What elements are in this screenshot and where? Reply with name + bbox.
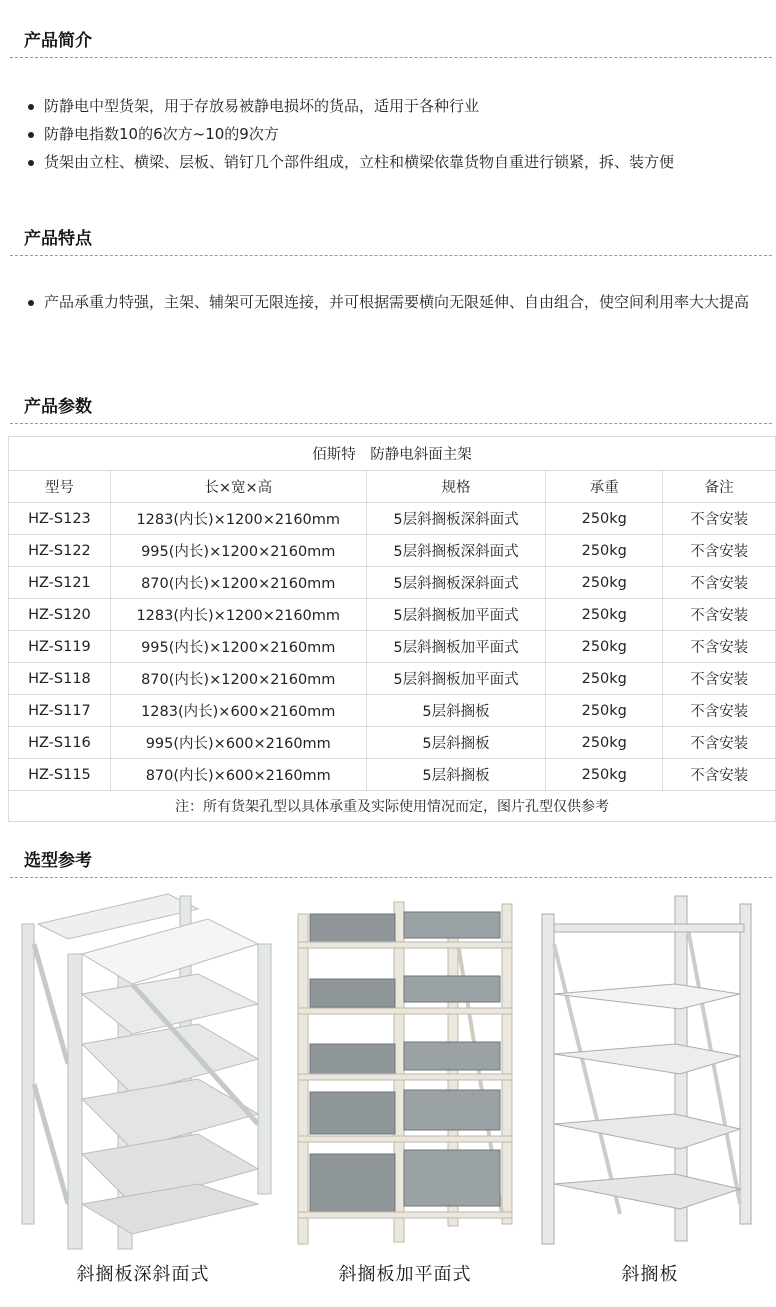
table-row — [9, 535, 776, 567]
cell-spec: 5层斜搁板加平面式 — [366, 631, 546, 663]
cell-spec: 5层斜搁板 — [366, 759, 546, 791]
table-row — [9, 759, 776, 791]
cell-spec: 5层斜搁板深斜面式 — [366, 503, 546, 535]
table-row — [9, 567, 776, 599]
product-caption: 斜搁板深斜面式 — [76, 1264, 210, 1285]
col-header-spec: 规格 — [366, 471, 546, 503]
cell-remark: 不含安装 — [663, 663, 776, 695]
cell-model: HZ-S116 — [9, 727, 111, 759]
col-header-size: 长×宽×高 — [110, 471, 366, 503]
cell-model: HZ-S122 — [9, 535, 111, 567]
product-card — [8, 884, 278, 1307]
section-title-intro: 产品简介 — [10, 26, 772, 58]
cell-size: 870(内长)×1200×2160mm — [110, 567, 366, 599]
rack-slant-shelves-image — [530, 884, 770, 1254]
cell-remark: 不含安装 — [663, 631, 776, 663]
cell-size: 1283(内长)×1200×2160mm — [110, 503, 366, 535]
product-card — [530, 884, 770, 1307]
cell-spec: 5层斜搁板加平面式 — [366, 599, 546, 631]
cell-size: 995(内长)×1200×2160mm — [110, 535, 366, 567]
cell-model: HZ-S121 — [9, 567, 111, 599]
cell-spec: 5层斜搁板 — [366, 695, 546, 727]
cell-model: HZ-S123 — [9, 503, 111, 535]
list-item: 货架由立柱、横梁、层板、销钉几个部件组成，立柱和横梁依靠货物自重进行锁紧，拆、装方便 — [24, 148, 768, 176]
cell-model: HZ-S119 — [9, 631, 111, 663]
cell-size: 870(内长)×600×2160mm — [110, 759, 366, 791]
intro-list — [24, 92, 768, 176]
params-table — [8, 436, 776, 822]
cell-model: HZ-S118 — [9, 663, 111, 695]
section-title-params: 产品参数 — [10, 392, 772, 424]
cell-load: 250kg — [546, 759, 663, 791]
cell-size: 995(内长)×600×2160mm — [110, 727, 366, 759]
table-note: 注：所有货架孔型以具体承重及实际使用情况而定，图片孔型仅供参考 — [9, 791, 776, 822]
cell-load: 250kg — [546, 503, 663, 535]
cell-load: 250kg — [546, 535, 663, 567]
product-card — [290, 884, 520, 1307]
table-caption: 佰斯特 防静电斜面主架 — [9, 437, 776, 471]
cell-remark: 不含安装 — [663, 759, 776, 791]
cell-size: 995(内长)×1200×2160mm — [110, 631, 366, 663]
cell-spec: 5层斜搁板深斜面式 — [366, 567, 546, 599]
product-caption: 斜搁板加平面式 — [338, 1264, 472, 1285]
col-header-remark: 备注 — [663, 471, 776, 503]
table-row — [9, 503, 776, 535]
table-row — [9, 663, 776, 695]
features-list — [24, 288, 768, 316]
table-row — [9, 727, 776, 759]
cell-load: 250kg — [546, 599, 663, 631]
cell-size: 1283(内长)×600×2160mm — [110, 695, 366, 727]
cell-model: HZ-S120 — [9, 599, 111, 631]
list-item: 防静电指数10的6次方~10的9次方 — [24, 120, 768, 148]
cell-remark: 不含安装 — [663, 695, 776, 727]
cell-load: 250kg — [546, 727, 663, 759]
cell-load: 250kg — [546, 631, 663, 663]
cell-remark: 不含安装 — [663, 535, 776, 567]
cell-model: HZ-S117 — [9, 695, 111, 727]
cell-spec: 5层斜搁板 — [366, 727, 546, 759]
cell-spec: 5层斜搁板深斜面式 — [366, 535, 546, 567]
rack-slant-with-bins-image — [290, 884, 520, 1254]
cell-size: 1283(内长)×1200×2160mm — [110, 599, 366, 631]
list-item: 产品承重力特强，主架、辅架可无限连接，并可根据需要横向无限延伸、自由组合，使空间利用率大大提高 — [24, 288, 768, 316]
cell-load: 250kg — [546, 663, 663, 695]
section-title-features: 产品特点 — [10, 224, 772, 256]
col-header-model: 型号 — [9, 471, 111, 503]
col-header-load: 承重 — [546, 471, 663, 503]
product-gallery — [0, 884, 776, 1307]
product-caption: 斜搁板 — [621, 1264, 679, 1285]
cell-load: 250kg — [546, 695, 663, 727]
table-row — [9, 695, 776, 727]
section-title-selection: 选型参考 — [10, 846, 772, 878]
rack-deep-slant-shelves-image — [8, 884, 278, 1254]
cell-size: 870(内长)×1200×2160mm — [110, 663, 366, 695]
cell-model: HZ-S115 — [9, 759, 111, 791]
cell-remark: 不含安装 — [663, 727, 776, 759]
cell-remark: 不含安装 — [663, 503, 776, 535]
cell-remark: 不含安装 — [663, 599, 776, 631]
cell-remark: 不含安装 — [663, 567, 776, 599]
cell-load: 250kg — [546, 567, 663, 599]
cell-spec: 5层斜搁板加平面式 — [366, 663, 546, 695]
list-item: 防静电中型货架，用于存放易被静电损坏的货品，适用于各种行业 — [24, 92, 768, 120]
table-row — [9, 599, 776, 631]
table-row — [9, 631, 776, 663]
